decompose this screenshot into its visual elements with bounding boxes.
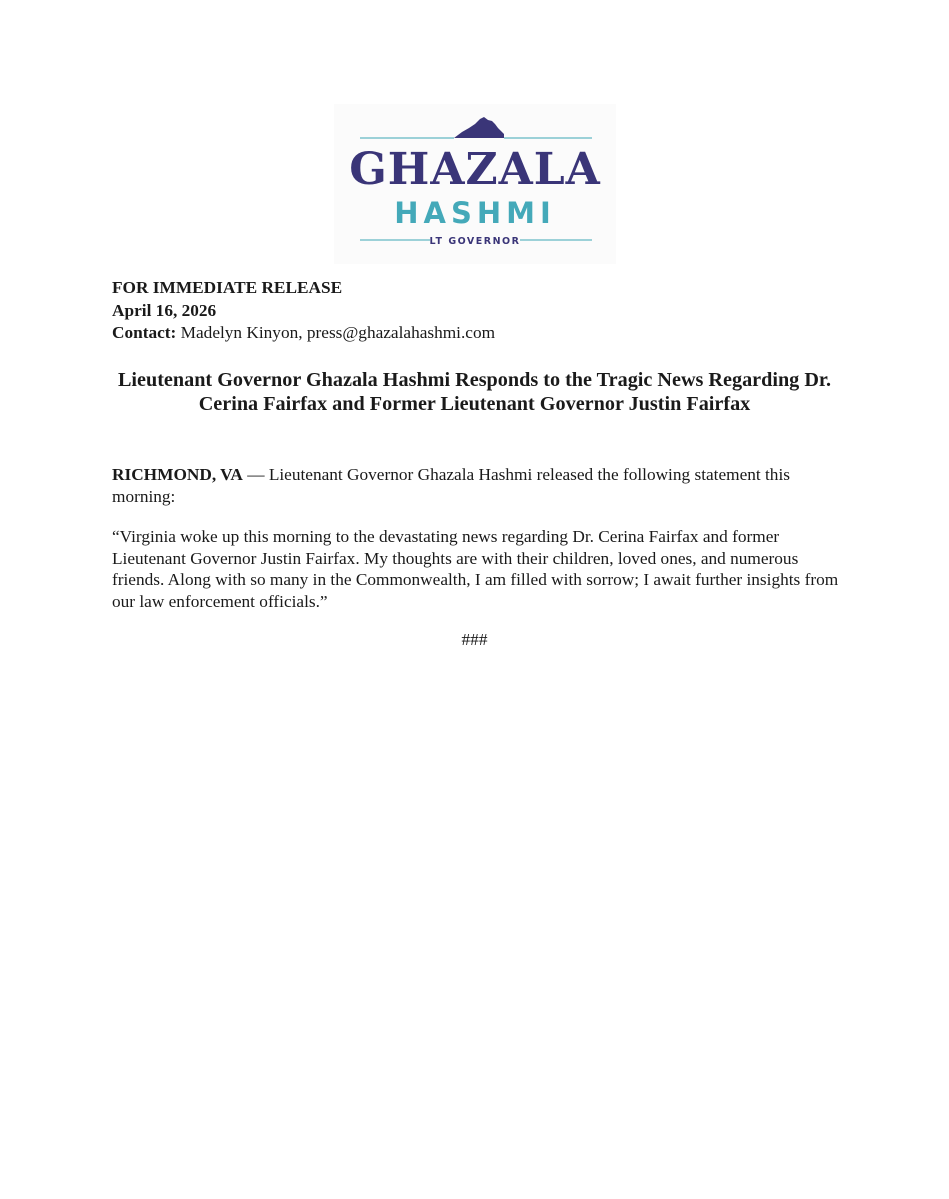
statement-quote: “Virginia woke up this morning to the devastating news regarding Dr. Cerina Fairfax and former Lieutenant Governor Justin Fairfax. My thoughts are with their children, loved ones, and numerous friends. Along with so many in the Commonwealth, I am filled with sorrow; I await further insights from our law enforcement officials.” <box>112 527 839 611</box>
end-of-release-mark: ### <box>461 630 488 649</box>
logo-graphic <box>334 104 616 264</box>
contact-line <box>112 322 495 345</box>
release-header <box>112 277 495 345</box>
logo-subtitle: LT GOVERNOR <box>429 236 521 247</box>
logo-first-name: GHAZALA <box>349 144 601 195</box>
virginia-state-icon <box>454 117 504 138</box>
campaign-logo <box>334 104 616 264</box>
contact-label: Contact: <box>112 323 177 342</box>
dateline: RICHMOND, VA <box>112 465 243 484</box>
intro-paragraph <box>112 464 840 507</box>
press-release-headline: Lieutenant Governor Ghazala Hashmi Responds to the Tragic News Regarding Dr. Cerina Fairfax and Former Lieutenant Governor Justin Fairfax <box>117 369 832 415</box>
release-label: FOR IMMEDIATE RELEASE <box>112 278 343 297</box>
contact-value: Madelyn Kinyon, press@ghazalahashmi.com <box>180 323 496 342</box>
logo-last-name: HASHMI <box>394 196 556 230</box>
release-date: April 16, 2026 <box>112 300 217 320</box>
intro-text: — Lieutenant Governor Ghazala Hashmi released the following statement this morning: <box>112 465 790 506</box>
